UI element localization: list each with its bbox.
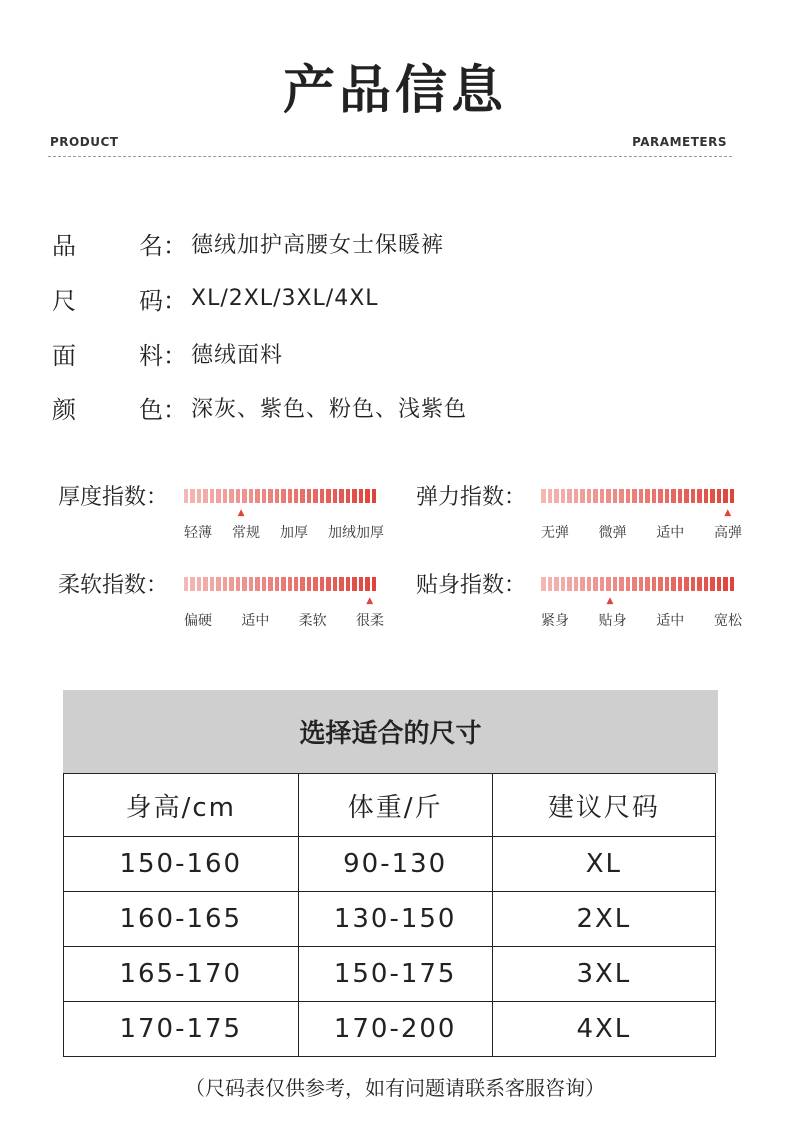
- info-row: [52, 389, 467, 425]
- bar-stripe: [359, 577, 363, 591]
- index-ticks: [541, 610, 742, 630]
- bar-stripe: [632, 489, 637, 503]
- info-label: 颜: [52, 395, 76, 424]
- bar-stripe: [320, 489, 324, 503]
- bar-stripe: [313, 577, 317, 591]
- bar-stripe: [730, 489, 735, 503]
- level-marker-icon: ▲: [237, 508, 245, 518]
- bar-stripe: [197, 577, 201, 591]
- bar-stripe: [320, 577, 324, 591]
- table-cell: 90-130: [298, 837, 492, 892]
- bar-stripe: [275, 577, 279, 591]
- table-row: [64, 892, 716, 947]
- index-ticks: [184, 610, 384, 630]
- bar-stripe: [275, 489, 279, 503]
- bar-stripe: [567, 577, 572, 591]
- bar-stripe: [300, 489, 304, 503]
- table-cell: 体重/斤: [298, 774, 492, 837]
- bar-stripe: [574, 489, 579, 503]
- bar-stripe: [333, 577, 337, 591]
- table-cell: 170-200: [298, 1002, 492, 1057]
- bar-stripe: [333, 489, 337, 503]
- tick-label: 适中: [656, 525, 685, 541]
- bar-stripe: [645, 489, 650, 503]
- bar-stripe: [190, 577, 194, 591]
- table-cell: 建议尺码: [492, 774, 715, 837]
- bar-stripe: [710, 489, 715, 503]
- bar-stripe: [554, 489, 559, 503]
- bar-stripe: [223, 489, 227, 503]
- info-value: XL/2XL/3XL/4XL: [191, 285, 379, 311]
- bar-stripe: [691, 577, 696, 591]
- bar-stripe: [632, 577, 637, 591]
- tick-label: 高弹: [713, 525, 742, 541]
- bar-stripe: [678, 577, 683, 591]
- tick-label: 宽松: [713, 613, 742, 629]
- bar-stripe: [548, 489, 553, 503]
- bar-stripe: [288, 577, 292, 591]
- tick-label: 贴身: [598, 613, 627, 629]
- bar-stripe: [639, 577, 644, 591]
- bar-stripe: [639, 489, 644, 503]
- bar-stripe: [626, 577, 631, 591]
- dashed-divider: [48, 156, 732, 157]
- page-title: 产品信息: [282, 61, 507, 121]
- table-cell: 160-165: [64, 892, 299, 947]
- info-label: 品: [52, 231, 76, 260]
- tick-label: 无弹: [541, 525, 569, 541]
- info-label-suffix: 名：: [139, 231, 187, 260]
- bar-stripe: [645, 577, 650, 591]
- bar-stripe: [658, 577, 663, 591]
- bar-stripe: [606, 489, 611, 503]
- info-label-suffix: 料：: [139, 341, 187, 370]
- bar-stripe: [580, 577, 585, 591]
- info-label-suffix: 码：: [139, 286, 187, 315]
- bar-stripe: [288, 489, 292, 503]
- index-label: 弹力指数：: [416, 485, 527, 510]
- tick-label: 紧身: [541, 613, 569, 629]
- tick-label: 适中: [241, 613, 270, 629]
- tick-label: 很柔: [355, 613, 384, 629]
- bar-stripe: [339, 577, 343, 591]
- bar-stripe: [281, 489, 285, 503]
- table-cell: 3XL: [492, 947, 715, 1002]
- bar-stripe: [665, 577, 670, 591]
- bar-stripe: [541, 577, 546, 591]
- bar-stripe: [229, 489, 233, 503]
- table-cell: 130-150: [298, 892, 492, 947]
- footnote: （尺码表仅供参考，如有问题请联系客服咨询）: [185, 1076, 605, 1100]
- bar-stripe: [365, 577, 369, 591]
- table-header-row: [64, 774, 716, 837]
- parameters-label: PARAMETERS: [632, 135, 727, 149]
- bar-stripe: [300, 577, 304, 591]
- bar-stripe: [593, 577, 598, 591]
- index-ticks: [184, 522, 384, 542]
- bar-stripe: [352, 577, 356, 591]
- index-label: 厚度指数：: [58, 485, 169, 510]
- bar-stripe: [249, 489, 253, 503]
- bar-stripe: [652, 577, 657, 591]
- bar-stripe: [190, 489, 194, 503]
- table-cell: 165-170: [64, 947, 299, 1002]
- bar-stripe: [352, 489, 356, 503]
- bar-stripe: [346, 577, 350, 591]
- tick-label: 柔软: [298, 613, 327, 629]
- tick-label: 轻薄: [184, 525, 212, 541]
- bar-stripe: [587, 577, 592, 591]
- bar-stripe: [229, 577, 233, 591]
- bar-stripe: [255, 577, 259, 591]
- bar-stripe: [359, 489, 363, 503]
- bar-stripe: [717, 577, 722, 591]
- bar-stripe: [236, 489, 240, 503]
- info-label: 尺: [52, 286, 76, 315]
- bar-stripe: [652, 489, 657, 503]
- bar-stripe: [262, 489, 266, 503]
- index-bar: [541, 577, 734, 591]
- bar-stripe: [697, 489, 702, 503]
- table-cell: XL: [492, 837, 715, 892]
- table-cell: 150-175: [298, 947, 492, 1002]
- bar-stripe: [203, 577, 207, 591]
- bar-stripe: [365, 489, 369, 503]
- bar-stripe: [613, 577, 618, 591]
- bar-stripe: [678, 489, 683, 503]
- bar-stripe: [671, 577, 676, 591]
- bar-stripe: [684, 577, 689, 591]
- bar-stripe: [184, 489, 188, 503]
- bar-stripe: [574, 577, 579, 591]
- bar-stripe: [600, 577, 605, 591]
- info-value: 深灰、紫色、粉色、浅紫色: [191, 396, 468, 422]
- bar-stripe: [619, 577, 624, 591]
- bar-stripe: [704, 489, 709, 503]
- bar-stripe: [313, 489, 317, 503]
- bar-stripe: [704, 577, 709, 591]
- table-row: [64, 947, 716, 1002]
- bar-stripe: [665, 489, 670, 503]
- bar-stripe: [216, 577, 220, 591]
- bar-stripe: [197, 489, 201, 503]
- bar-stripe: [619, 489, 624, 503]
- table-cell: 身高/cm: [64, 774, 299, 837]
- bar-stripe: [326, 489, 330, 503]
- index-label: 柔软指数：: [58, 573, 169, 598]
- bar-stripe: [593, 489, 598, 503]
- tick-label: 常规: [232, 525, 260, 541]
- bar-stripe: [242, 489, 246, 503]
- bar-stripe: [658, 489, 663, 503]
- bar-stripe: [710, 577, 715, 591]
- bar-stripe: [613, 489, 618, 503]
- bar-stripe: [548, 577, 553, 591]
- bar-stripe: [587, 489, 592, 503]
- bar-stripe: [723, 577, 728, 591]
- bar-stripe: [307, 577, 311, 591]
- table-row: [64, 837, 716, 892]
- bar-stripe: [554, 577, 559, 591]
- table-cell: 4XL: [492, 1002, 715, 1057]
- product-label: PRODUCT: [50, 135, 119, 149]
- bar-stripe: [372, 489, 376, 503]
- info-value: 德绒加护高腰女士保暖裤: [191, 232, 445, 258]
- bar-stripe: [236, 577, 240, 591]
- table-cell: 170-175: [64, 1002, 299, 1057]
- bar-stripe: [268, 577, 272, 591]
- bar-stripe: [294, 577, 298, 591]
- bar-stripe: [339, 489, 343, 503]
- size-table-title: 选择适合的尺寸: [63, 690, 718, 773]
- bar-stripe: [372, 577, 376, 591]
- bar-stripe: [307, 489, 311, 503]
- bar-stripe: [268, 489, 272, 503]
- bar-stripe: [697, 577, 702, 591]
- info-row: [52, 225, 444, 261]
- bar-stripe: [242, 577, 246, 591]
- index-bar: [184, 489, 376, 503]
- tick-label: 适中: [656, 613, 685, 629]
- bar-stripe: [262, 577, 266, 591]
- index-ticks: [541, 522, 742, 542]
- bar-stripe: [223, 577, 227, 591]
- bar-stripe: [567, 489, 572, 503]
- table-cell: 150-160: [64, 837, 299, 892]
- bar-stripe: [561, 577, 566, 591]
- info-value: 德绒面料: [191, 342, 284, 368]
- bar-stripe: [717, 489, 722, 503]
- level-marker-icon: ▲: [606, 596, 614, 606]
- bar-stripe: [626, 489, 631, 503]
- bar-stripe: [210, 577, 214, 591]
- bar-stripe: [326, 577, 330, 591]
- tick-label: 加绒加厚: [328, 525, 384, 541]
- bar-stripe: [346, 489, 350, 503]
- bar-stripe: [216, 489, 220, 503]
- bar-stripe: [600, 489, 605, 503]
- index-bar: [541, 489, 734, 503]
- bar-stripe: [294, 489, 298, 503]
- tick-label: 加厚: [280, 525, 308, 541]
- bar-stripe: [249, 577, 253, 591]
- bar-stripe: [671, 489, 676, 503]
- level-marker-icon: ▲: [366, 596, 374, 606]
- index-bar: [184, 577, 376, 591]
- table-row: [64, 1002, 716, 1057]
- bar-stripe: [281, 577, 285, 591]
- tick-label: 微弹: [598, 525, 627, 541]
- bar-stripe: [184, 577, 188, 591]
- level-marker-icon: ▲: [724, 508, 732, 518]
- bar-stripe: [541, 489, 546, 503]
- info-label-suffix: 色：: [139, 395, 187, 424]
- bar-stripe: [210, 489, 214, 503]
- tick-label: 偏硬: [184, 613, 212, 629]
- bar-stripe: [723, 489, 728, 503]
- info-row: [52, 335, 283, 371]
- bar-stripe: [691, 489, 696, 503]
- bar-stripe: [730, 577, 735, 591]
- info-label: 面: [52, 341, 76, 370]
- bar-stripe: [580, 489, 585, 503]
- bar-stripe: [684, 489, 689, 503]
- bar-stripe: [561, 489, 566, 503]
- table-cell: 2XL: [492, 892, 715, 947]
- bar-stripe: [255, 489, 259, 503]
- info-row: [52, 280, 379, 316]
- bar-stripe: [203, 489, 207, 503]
- size-table: [63, 773, 716, 1057]
- index-label: 贴身指数：: [416, 573, 527, 598]
- bar-stripe: [606, 577, 611, 591]
